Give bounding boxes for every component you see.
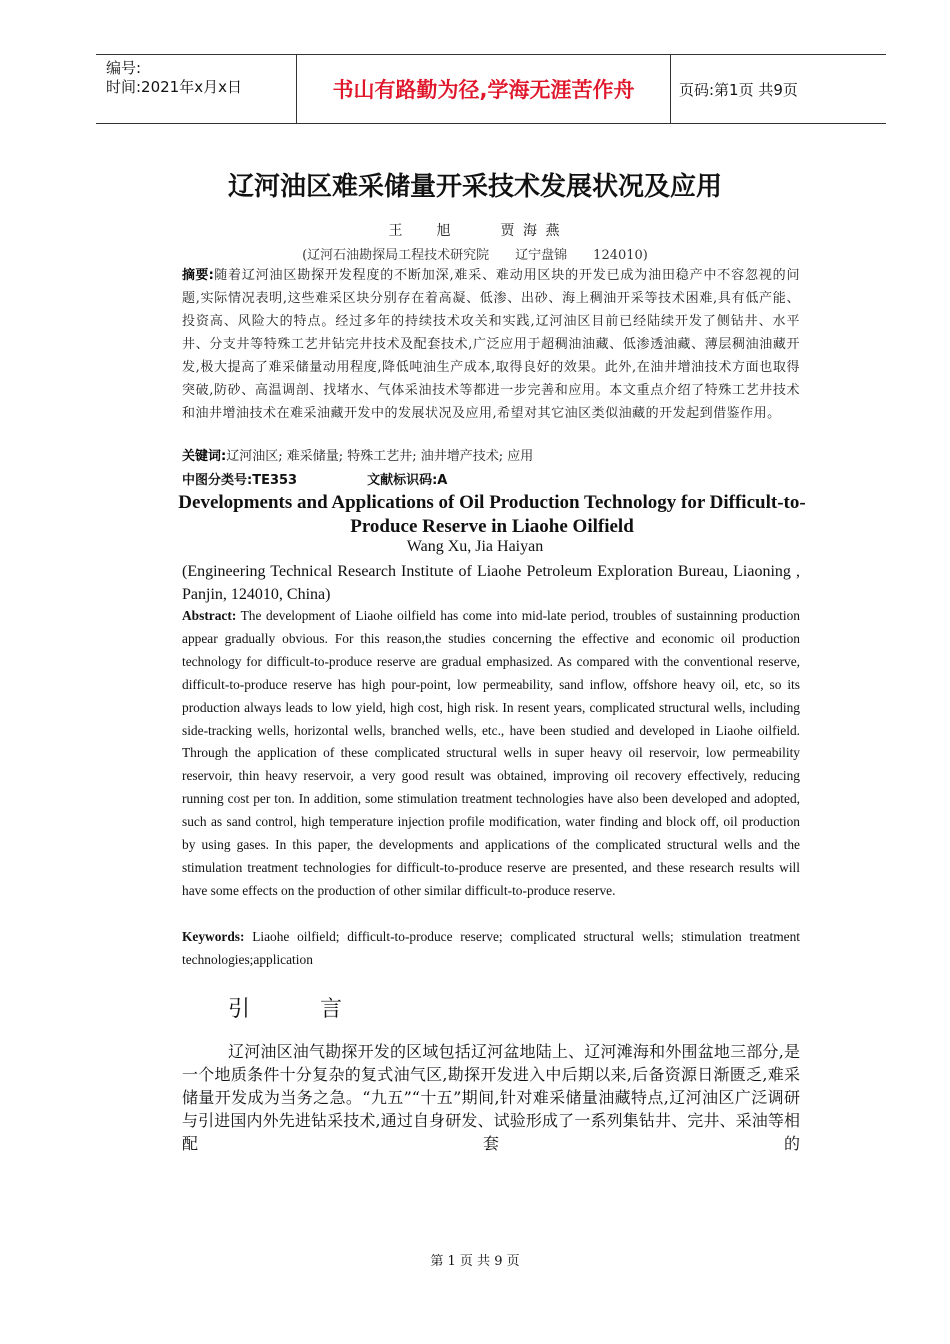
- paper-title-cn: 辽河油区难采储量开采技术发展状况及应用: [227, 172, 722, 202]
- authors-en: Wang Xu, Jia Haiyan: [406, 538, 544, 555]
- header-date-label: 时间:2021年x月x日: [106, 78, 242, 96]
- abstract-en-label: Abstract:: [182, 608, 237, 623]
- abstract-en: [182, 605, 800, 903]
- classification-line: [182, 470, 800, 492]
- keywords-en-label: Keywords:: [182, 929, 245, 944]
- abstract-cn: [182, 264, 800, 425]
- abstract-en-text: The development of Liaohe oilfield has come into mid-late period, troubles of sustainning production appear gradually obvious. For this reason,the studies concerning the effective and economic oil production technology for difficult-to-produce reserve are gradual emphasized. As compared with the conventional reserve, difficult-to-produce reserve has high pour-point, low permeability, sand inflow, offshore heavy oil, etc, so its production always leads to low yield, high cost, high risk. In resent years, complicated structural wells, including side-tracking wells, horizontal wells, branched wells, etc., have been studied and developed in Liaohe oilfield. Through the application of these complicated structural wells in super heavy oil reservoir, low permeability reservoir, thin heavy reservoir, a very good result was obtained, improving oil recovery effectively, reducing running cost per ton. In addition, some stimulation treatment technologies have also been developed and adopted, such as sand control, high temperature injection profile modification, water finding and block off, oil production by using gases. In this paper, the developments and applications of the complicated structural wells and the stimulation treatment technologies for difficult-to-produce reserve are presented, and these research results will have some effects on the production of other similar difficult-to-produce reserve.: [182, 608, 800, 898]
- intro-heading: 引 言: [228, 997, 367, 1022]
- affiliation-cn: (辽河石油勘探局工程技术研究院 辽宁盘锦 124010): [302, 248, 648, 263]
- page-footer: 第 1 页 共 9 页: [430, 1254, 520, 1269]
- header-motto: 书山有路勤为径,学海无涯苦作舟: [297, 55, 671, 123]
- keywords-cn-text: 辽河油区; 难采储量; 特殊工艺井; 油井增产技术; 应用: [226, 449, 534, 464]
- keywords-en-text: Liaohe oilfield; difficult-to-produce reserve; complicated structural wells; stimulation treatment technologies;application: [182, 929, 800, 967]
- keywords-en: [182, 926, 800, 972]
- authors-cn: 王 旭 贾 海 燕: [388, 223, 562, 239]
- header-page-info: 页码:第1页 共9页: [679, 80, 798, 99]
- header-number-label: 编号:: [106, 59, 142, 77]
- doc-code: 文献标识码:A: [367, 473, 448, 488]
- header-meta: [96, 55, 297, 123]
- affiliation-en: (Engineering Technical Research Institute of Liaohe Petroleum Exploration Bureau, Liaoning , Panjin, 124010, China): [182, 563, 800, 603]
- paper-title-en: Developments and Applications of Oil Production Technology for Difficult-to-Produce Reserve in Liaohe Oilfield: [178, 492, 806, 537]
- intro-body: [182, 1040, 800, 1155]
- keywords-cn-label: 关键词:: [182, 449, 227, 464]
- abstract-cn-text: 随着辽河油区勘探开发程度的不断加深,难采、难动用区块的开发已成为油田稳产中不容忽视的问题,实际情况表明,这些难采区块分别存在着高凝、低渗、出砂、海上稠油开采等技术困难,具有低产能、投资高、风险大的特点。经过多年的持续技术攻关和实践,辽河油区目前已经陆续开发了侧钻井、水平井、分支井等特殊工艺井钻完井技术及配套技术,广泛应用于超稠油油藏、低渗透油藏、薄层稠油油藏开发,极大提高了难采储量动用程度,降低吨油生产成本,取得良好的效果。此外,在油井增油技术方面也取得突破,防砂、高温调剖、找堵水、气体采油技术等都进一步完善和应用。本文重点介绍了特殊工艺井技术和油井增油技术在难采油藏开发中的发展状况及应用,希望对其它油区类似油藏的开发起到借鉴作用。: [182, 268, 800, 421]
- intro-paragraph: 辽河油区油气勘探开发的区域包括辽河盆地陆上、辽河滩海和外围盆地三部分,是一个地质条件十分复杂的复式油气区,勘探开发进入中后期以来,后备资源日渐匮乏,难采储量开发成为当务之急。“九五”“十五”期间,针对难采储量油藏特点,辽河油区广泛调研与引进国内外先进钻采技术,通过自身研发、试验形成了一系列集钻井、完井、采油等相配套的: [182, 1042, 800, 1153]
- keywords-cn: [182, 446, 800, 468]
- abstract-cn-label: 摘要:: [182, 268, 214, 283]
- page-header: [96, 54, 886, 124]
- class-number: 中图分类号:TE353: [182, 473, 298, 488]
